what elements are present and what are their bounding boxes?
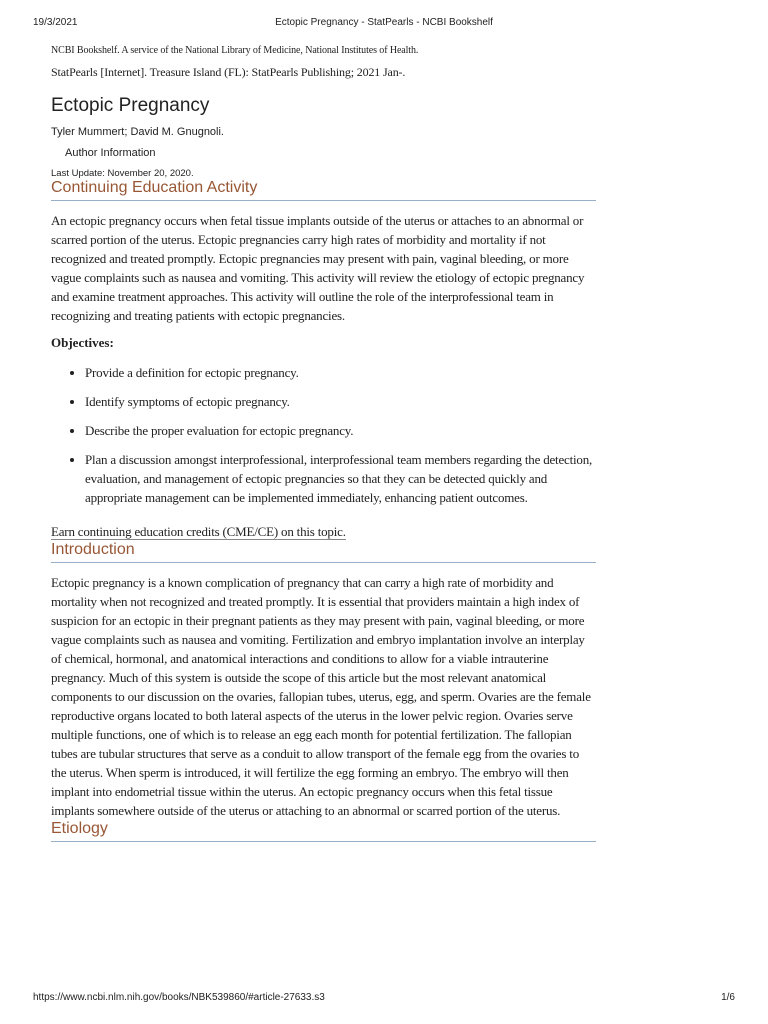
ce-paragraph: An ectopic pregnancy occurs when fetal tissue implants outside of the uterus or attaches to an abnormal or scarred portion of the uterus. Ectopic pregnancies carry high rates of morbidity and mortality if not recognized and treated promptly. Ectopic pregnancies may present with pain, vaginal bleeding, or more vague complaints such as nausea and vomiting. This activity will review the etiology of ectopic pregnancy and examine treatment approaches. This activity will outline the role of the interprofessional team in recognizing and treating patients with ectopic pregnancies. xyxy=(51,213,585,323)
objective-item: • Provide a definition for ectopic pregnancy. xyxy=(85,363,596,382)
print-header xyxy=(0,17,768,33)
authors: Tyler Mummert; David M. Gnugnoli. xyxy=(51,126,224,138)
print-footer xyxy=(0,992,768,1008)
print-url: https://www.ncbi.nlm.nih.gov/books/NBK539860/#article-27633.s3 xyxy=(33,992,325,1003)
author-information-link[interactable]: Author Information xyxy=(65,147,156,159)
objectives-label: Objectives: xyxy=(51,335,114,350)
heading-etiology: Etiology xyxy=(51,820,596,842)
objectives-list xyxy=(51,363,596,507)
earn-credits-link[interactable]: Earn continuing education credits (CME/CE) on this topic. xyxy=(51,524,346,539)
print-page-number: 1/6 xyxy=(721,992,735,1003)
print-page-title: Ectopic Pregnancy - StatPearls - NCBI Bookshelf xyxy=(275,17,493,28)
heading-continuing-education: Continuing Education Activity xyxy=(51,179,596,201)
page-title: Ectopic Pregnancy xyxy=(51,95,210,116)
citation: StatPearls [Internet]. Treasure Island (FL): StatPearls Publishing; 2021 Jan-. xyxy=(51,65,406,79)
introduction-paragraph: Ectopic pregnancy is a known complication of pregnancy that can carry a high rate of morbidity and mortality when not recognized and treated promptly. It is essential that providers maintain a high index of suspicion for an ectopic in their pregnant patients as they may present with pain, vaginal bleeding, or more vague complaints such as nausea and vomiting. Fertilization and embryo implantation involve an interplay of chemical, hormonal, and anatomical interactions and conditions to allow for a viable intrauterine pregnancy. Much of this system is outside the scope of this article but the most relevant anatomical components to our discussion on the ovaries, fallopian tubes, uterus, egg, and sperm. Ovaries are the female reproductive organs located to both lateral aspects of the uterus in the lower pelvic region. Ovaries serve multiple functions, one of which is to release an egg each month for potential fertilization. The fallopian tubes are tubular structures that serve as a conduit to allow transport of the female egg from the ovaries to the uterus. When sperm is introduced, it will fertilize the egg forming an embryo. The embryo will then implant into endometrial tissue within the uterus. An ectopic pregnancy occurs when this fetal tissue implants somewhere outside of the uterus or attaching to an abnormal or scarred portion of the uterus. xyxy=(51,575,591,818)
last-update: Last Update: November 20, 2020. xyxy=(51,168,194,179)
bookshelf-note: NCBI Bookshelf. A service of the National Library of Medicine, National Institutes of Health. xyxy=(51,45,419,56)
objective-item: • Plan a discussion amongst interprofessional, interprofessional team members regarding the detection, evaluation, and management of ectopic pregnancies so that they can be detected quickly and appropriate management can be implemented immediately, enhancing patient outcomes. xyxy=(85,450,596,507)
heading-introduction: Introduction xyxy=(51,541,596,563)
print-date: 19/3/2021 xyxy=(33,17,78,28)
article-content xyxy=(51,44,596,842)
objective-item: • Describe the proper evaluation for ectopic pregnancy. xyxy=(85,421,596,440)
objective-item: • Identify symptoms of ectopic pregnancy. xyxy=(85,392,596,411)
earn-credits-line xyxy=(51,522,596,541)
